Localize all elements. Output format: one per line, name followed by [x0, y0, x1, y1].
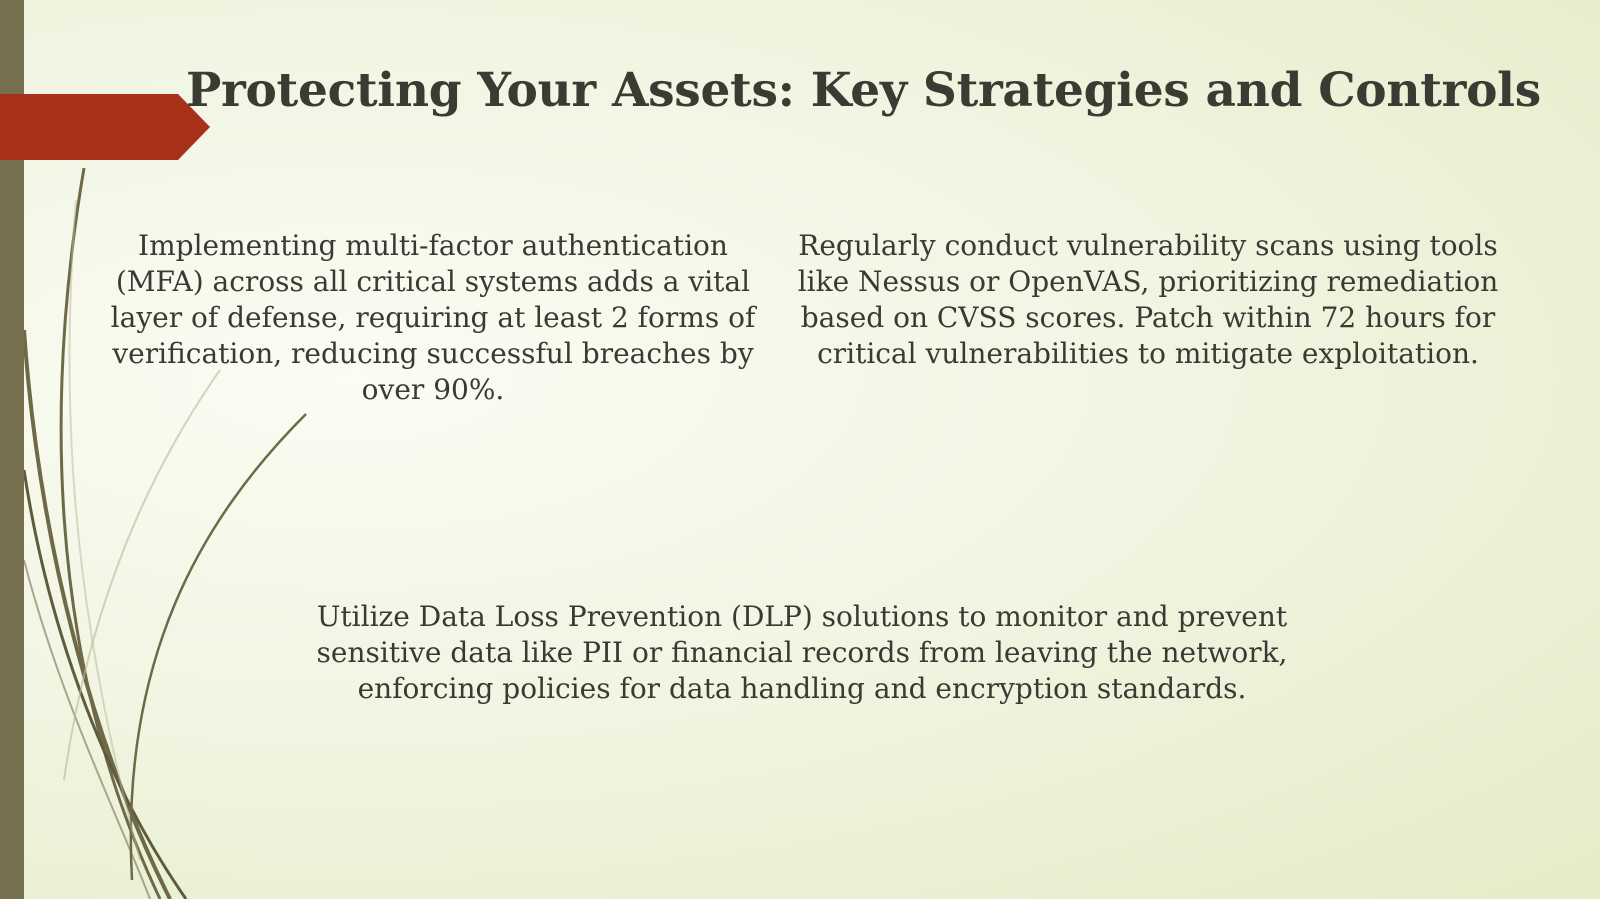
vulnerability-scan-paragraph: Regularly conduct vulnerability scans using tools like Nessus or OpenVAS, prioritizing remediation based on CVSS scores. Patch within 72 hours for critical vulnerabilities to mitigate exploitation.: [797, 229, 1499, 370]
dlp-paragraph: Utilize Data Loss Prevention (DLP) solutions to monitor and prevent sensitive data like PII or financial records from leaving the network, enforcing policies for data handling and encryption standards.: [316, 600, 1288, 705]
slide-title: Protecting Your Assets: Key Strategies and Controls: [186, 63, 1541, 118]
mfa-paragraph: Implementing multi-factor authentication (MFA) across all critical systems adds a vital layer of defense, requiring at least 2 forms of verification, reducing successful breaches by over 90%.: [110, 229, 756, 406]
title-arrow-marker: [0, 94, 210, 160]
